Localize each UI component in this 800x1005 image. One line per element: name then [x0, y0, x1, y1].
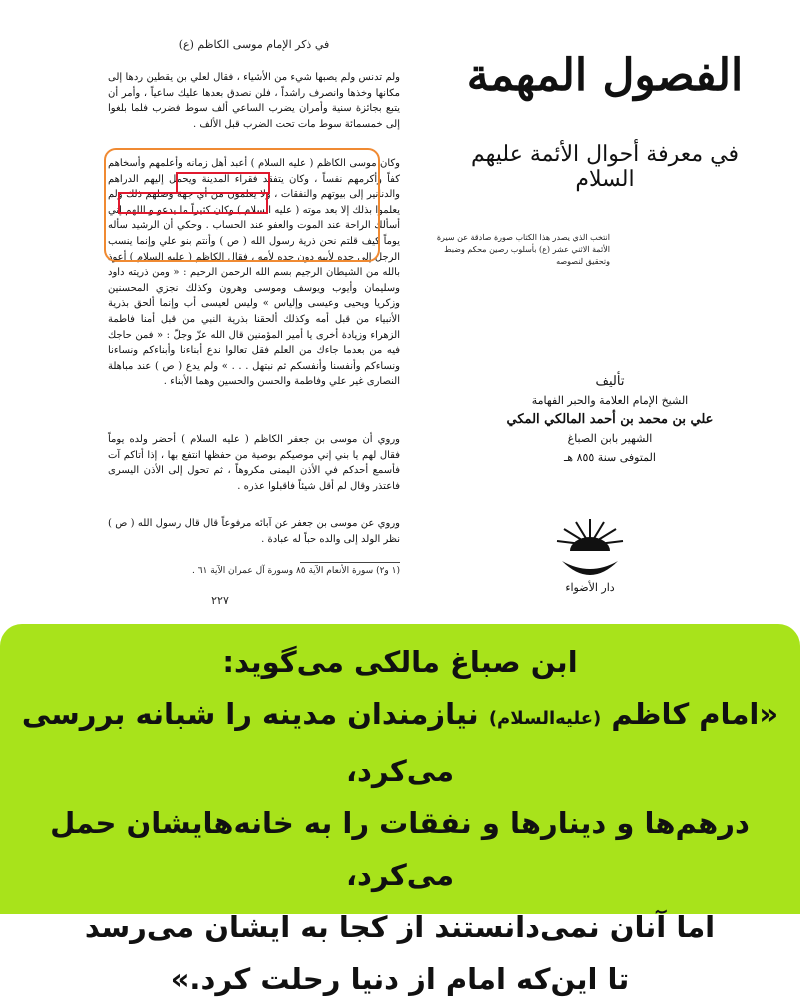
quote-text: [20, 636, 780, 1005]
paragraph-4: وروي عن موسى بن جعفر عن آبائه مرفوعاً قال قال رسول الله ( ص ) نظر الولد إلى والده حباً له عبادة .: [108, 518, 400, 545]
footnote-divider: [300, 562, 400, 563]
paragraph-3: وروي أن موسى بن جعفر الكاظم ( عليه السلام ) أحضر ولده يوماً فقال لهم يا بني إني موصيكم بوصية من حفظها انتفع بها ، إذا أتاكم آت فأسمع أحدكم في الأذن اليمنى مكروهاً ، ثم تحول إلى الأذن اليسرى فاعتذر وقال لم أقل شيئاً فاقبلوا عذره .: [108, 434, 400, 492]
book-subtitle: في معرفة أحوال الأئمة عليهم السلام: [471, 142, 739, 192]
page-number: ٢٢٧: [211, 594, 229, 607]
quote-line-3: درهم‌ها و دینارها و نفقات را به خانه‌هایشان حمل می‌کرد،: [50, 806, 750, 892]
author-line-2: علي بن محمد بن أحمد المالكي المكي: [506, 412, 714, 427]
quote-line-5: تا این‌که امام از دنیا رحلت کرد.»: [170, 962, 630, 996]
author-block: [480, 372, 740, 467]
quote-line-1: ابن صباغ مالکی می‌گوید:: [222, 645, 578, 679]
publisher-name: دار الأضواء: [565, 581, 615, 594]
footnote: (١ و٢) سورة الأنعام الآية ٨٥ وسورة آل عمران الآية ٦١ .: [191, 566, 400, 576]
quote-line-2-start: «امام کاظم: [611, 697, 779, 731]
author-line-4: المتوفى سنة ٨٥٥ هـ: [564, 451, 656, 464]
paragraph-1: ولم تدنس ولم يصبها شيء من الأشياء ، فقال لعلي بن يقطين ردها إلى مكانها وخذها وانصرف راشداً ، فلن نصدق بعدها عليك ساعياً ، وأمر أن يتبع بجائزة سنية وأمران يضرب الساعي ألف سوط فضرب فلما بلغوا إلى خمسمائة سوط مات تحت الضرب قبل الألف .: [108, 72, 400, 130]
quote-line-4: اما آنان نمی‌دانستند از کجا به ایشان می‌رسد: [84, 910, 716, 944]
highlight-box-red-2: [118, 192, 268, 214]
quote-line-2: [20, 688, 780, 797]
quote-line-2-end: نیازمندان مدینه را شبانه بررسی می‌کرد،: [21, 697, 479, 788]
author-line-3: الشهير بابن الصباغ: [567, 432, 653, 445]
quote-honorific: (علیه‌السلام): [488, 708, 602, 729]
running-head: في ذكر الإمام موسى الكاظم (ع): [178, 38, 330, 51]
author-line-1: الشيخ الإمام العلامة والحبر الفهامة: [531, 394, 689, 407]
book-title: الفصول المهمة: [466, 50, 744, 101]
publisher-logo: [540, 515, 640, 599]
cover-note: انتخب الذي يصدر هذا الكتاب صورة صادقة عن سيرة الأئمة الاثني عشر (ع) بأسلوب رصين محكم وضبط وتحقيق لنصوصه: [436, 233, 610, 266]
highlight-box-red-1: [176, 172, 270, 194]
author-label: تأليف: [595, 374, 625, 389]
sunrise-logo-icon: [540, 515, 640, 595]
paragraph-2: وكان موسى الكاظم ( عليه السلام ) أعبد أهل زمانه وأعلمهم وأسخاهم كفاً وأكرمهم نفساً ، وكان يتفقد فقراء المدينة ويحمل إليهم الدراهم والدنانير إلى بيوتهم والنفقات ، ولا يعلمون من أي جهة وصلهم ذلك ولم يعلموا بذلك إلا بعد موته ( عليه السلام ) وكان كثيراً ما يدعو و اللهم إني أسألك الراحة عند الموت والعفو عند الحساب . وحكي أن الرشيد سأله يوماً كيف قلتم نحن ذرية رسول الله ( ص ) وأنتم بنو علي وإنما ينسب الرجل إلى جده لأبيه دون جده لأمه ، فقال الكاظم ( عليه السلام ) أعوذ بالله من الشيطان الرجيم بسم الله الرحمن الرحيم : « ومن ذريته داود وسليمان وأيوب ويوسف وموسى وهرون وكذلك نجزي المحسنين وزكريا ويحيى وعيسى وإلياس » وليس لعيسى أب وإنما ألحق بذرية الأنبياء من قبل أمه وكذلك ألحقنا بذرية النبي من قبل أمنا فاطمة الزهراء وزيادة أخرى يا أمير المؤمنين قال الله عزّ وجلّ : « فمن حاجك فيه من بعدما جاءك من العلم فقل تعالوا ندع أبناءنا وأبناءكم ونساءنا ونساءكم وأنفسنا وأنفسكم ثم نبتهل . . . » ولم يدع ( ص ) عند مباهلة النصارى غير علي وفاطمة والحسن والحسين وهما الأبناء .: [108, 158, 400, 388]
